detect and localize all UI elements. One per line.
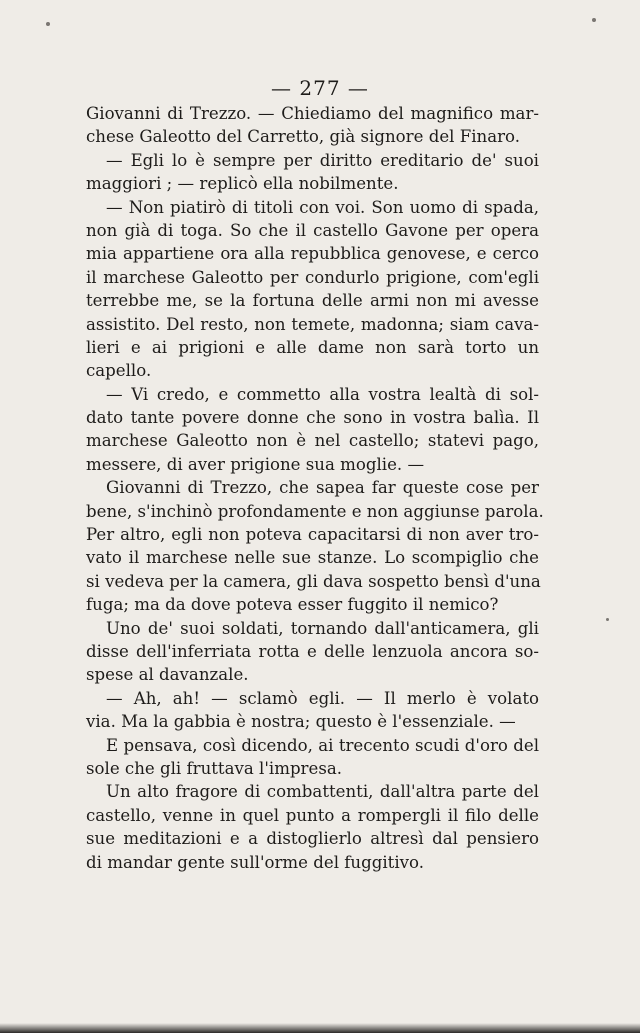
text-line: disse dell'inferriata rotta e delle lenzuola ancora so- (86, 641, 539, 661)
body-text (86, 102, 544, 874)
text-line: non già di toga. So che il castello Gavone per opera (86, 220, 539, 240)
text-line: — Egli lo è sempre per diritto ereditario de' suoi (106, 150, 539, 170)
text-line: spese al davanzale. (86, 665, 249, 685)
text-line: — Vi credo, e commetto alla vostra lealtà di sol- (106, 384, 539, 404)
text-line: lieri e ai prigioni e alle dame non sarà torto un (86, 337, 539, 357)
text-line: Giovanni di Trezzo. — Chiediamo del magnifico mar- (86, 104, 539, 123)
text-line: Uno de' suoi soldati, tornando dall'anticamera, gli (106, 618, 539, 638)
text-line: mia appartiene ora alla repubblica genovese, e cerco (86, 244, 539, 264)
paper-speck (606, 618, 609, 621)
paper-speck (592, 18, 596, 22)
text-line: Un alto fragore di combattenti, dall'altra parte del (106, 782, 539, 802)
text-line: vato il marchese nelle sue stanze. Lo scompiglio che (86, 548, 539, 568)
text-line: capello. (86, 361, 152, 381)
paper-speck (46, 22, 50, 26)
text-line: castello, venne in quel punto a rompergli il filo delle (86, 805, 539, 825)
text-line: il marchese Galeotto per condurlo prigione, com'egli (86, 267, 539, 287)
text-line: dato tante povere donne che sono in vostra balìa. Il (86, 408, 539, 428)
text-line: maggiori ; — replicò ella nobilmente. (86, 174, 399, 194)
text-line: si vedeva per la camera, gli dava sospetto bensì d'una (86, 571, 541, 591)
text-line: Giovanni di Trezzo, che sapea far queste cose per (106, 478, 539, 498)
text-line: E pensava, così dicendo, ai trecento scudi d'oro del (106, 735, 539, 755)
text-line: — Non piatirò di titoli con voi. Son uomo di spada, (106, 197, 539, 217)
text-line: — Ah, ah! — sclamò egli. — Il merlo è volato (106, 688, 539, 708)
text-line: chese Galeotto del Carretto, già signore del Finaro. (86, 127, 521, 147)
page-edge-shadow (0, 1023, 640, 1033)
text-line: messere, di aver prigione sua moglie. — (86, 454, 425, 474)
text-line: Per altro, egli non poteva capacitarsi di non aver tro- (86, 525, 539, 545)
page-number: — 277 — (271, 76, 369, 100)
text-line: sue meditazioni e a distoglierlo altresì dal pensiero (86, 829, 539, 849)
text-line: assistito. Del resto, non temete, madonna; siam cava- (86, 314, 539, 334)
text-line: fuga; ma da dove poteva esser fuggito il nemico? (86, 595, 499, 615)
text-line: marchese Galeotto non è nel castello; statevi pago, (86, 431, 539, 451)
text-line: bene, s'inchinò profondamente e non aggiunse parola. (86, 501, 544, 521)
text-line: terrebbe me, se la fortuna delle armi non mi avesse (86, 291, 539, 311)
text-line: sole che gli fruttava l'impresa. (86, 758, 342, 778)
text-line: di mandar gente sull'orme del fuggitivo. (86, 852, 424, 872)
text-line: via. Ma la gabbia è nostra; questo è l'essenziale. — (86, 712, 516, 732)
